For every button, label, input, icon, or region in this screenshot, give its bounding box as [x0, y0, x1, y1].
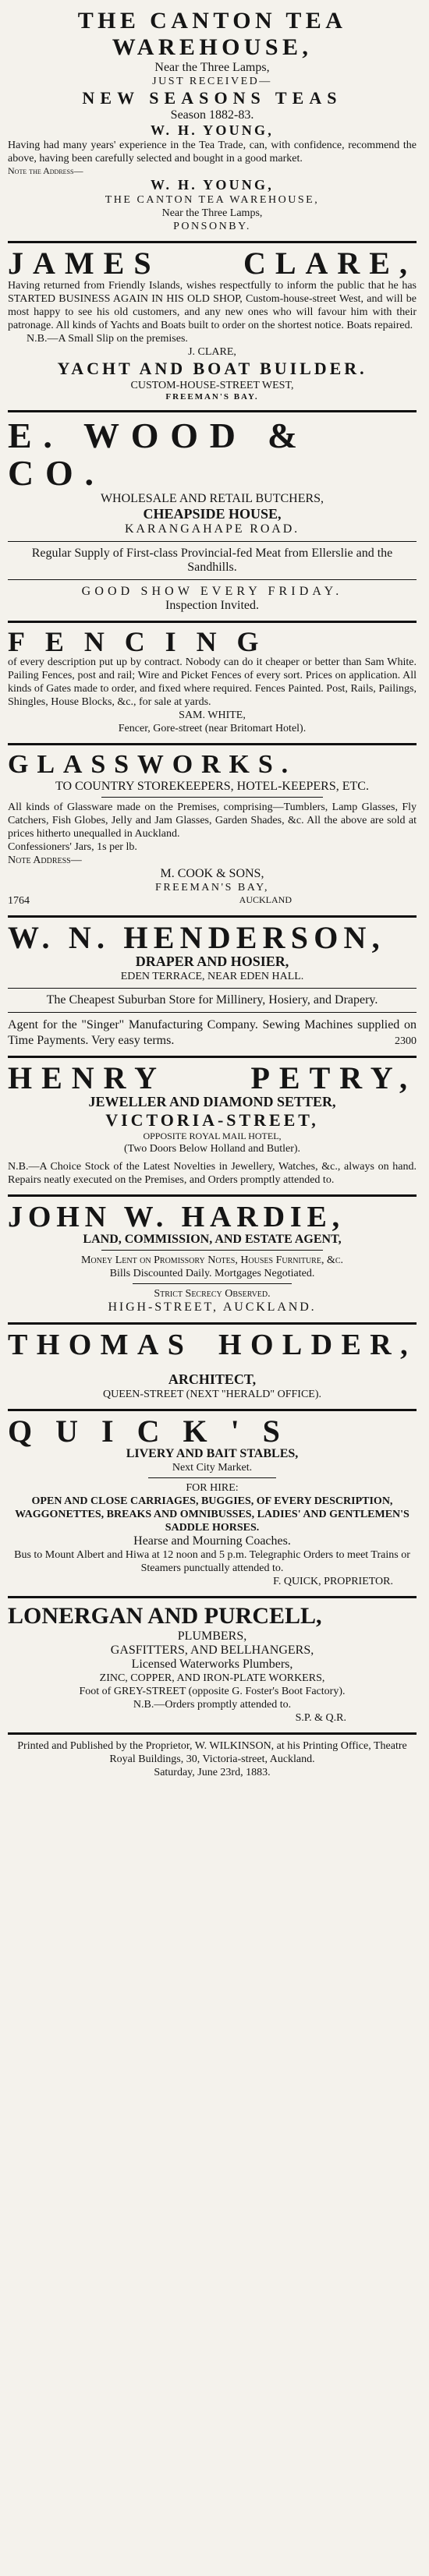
- glass-town: AUCKLAND: [239, 894, 292, 905]
- clare-ad: [8, 245, 417, 407]
- clare-trade: YACHT AND BOAT BUILDER.: [57, 359, 367, 378]
- lonergan-nb: N.B.—Orders promptly attended to.: [133, 1699, 292, 1711]
- henderson-subtitle: DRAPER AND HOSIER,: [135, 954, 289, 969]
- wood-invite: Inspection Invited.: [165, 599, 259, 612]
- glassworks-ad: [8, 747, 417, 912]
- hardie-secrecy: Strict Secrecy Observed.: [154, 1288, 271, 1300]
- quick-next: Next City Market.: [172, 1462, 253, 1474]
- fencing-body: of every description put up by contract. Nobody can do it cheaper or better than Sam White. Pailing Fences, post and rail; Wire and Picket Fences of every sort. Prices on application. All kinds of Gates made to order, and fixed where required. Fences Painted. Post, Rails, Pailings, Shingles, House Blocks, &c., for sale at yards.: [8, 656, 417, 708]
- divider: [8, 915, 417, 918]
- canton-new-teas: NEW SEASONS TEAS: [82, 88, 342, 108]
- quick-bus: Bus to Mount Albert and Hiwa at 12 noon and 5 p.m. Telegraphic Orders to meet Trains or Steamers punctually attended to.: [14, 1549, 410, 1574]
- divider: [8, 410, 417, 412]
- divider: [148, 1477, 276, 1478]
- wood-body: Regular Supply of First-class Provincial-fed Meat from Ellerslie and the Sandhills.: [31, 547, 393, 574]
- hardie-street: HIGH-STREET, AUCKLAND.: [108, 1300, 317, 1314]
- hardie-money: Money Lent on Promissory Notes, Houses Furniture, &c.: [80, 1254, 344, 1266]
- glass-subtitle: TO COUNTRY STOREKEEPERS, HOTEL-KEEPERS, ETC.: [55, 780, 369, 793]
- clare-title-left: JAMES: [8, 246, 161, 281]
- glass-jars: Confessioners' Jars, 1s per lb.: [8, 841, 137, 853]
- holder-title-left: THOMAS: [8, 1329, 193, 1361]
- divider: [101, 1250, 323, 1251]
- glass-firm: M. COOK & SONS,: [160, 867, 264, 880]
- wood-show: GOOD SHOW EVERY FRIDAY.: [81, 585, 343, 598]
- lonergan-foot: Foot of GREY-STREET (opposite G. Foster's Boot Factory).: [79, 1686, 346, 1697]
- divider: [8, 241, 417, 243]
- fencing-signature: SAM. WHITE,: [179, 709, 246, 721]
- divider: [8, 988, 417, 989]
- divider: [101, 797, 323, 798]
- fencing-ad: [8, 625, 417, 740]
- divider: [8, 1409, 417, 1411]
- petry-street: VICTORIA-STREET,: [105, 1110, 319, 1130]
- henderson-body: The Cheapest Suburban Store for Millinery, Hosiery, and Drapery.: [46, 993, 378, 1007]
- canton-body: Having had many years' experience in the Tea Trade, can, with confidence, recommend the above, having been carefully selected and bought in a good market.: [8, 140, 417, 165]
- quick-body: OPEN AND CLOSE CARRIAGES, BUGGIES, OF EVERY DESCRIPTION, WAGGONETTES, BREAKS AND OMNIBUSSES, LADIES' AND GENTLEMEN'S SADDLE HORSES.: [15, 1495, 410, 1534]
- petry-nb: N.B.—A Choice Stock of the Latest Novelties in Jewellery, Watches, &c., always on hand. Repairs neatly executed on the Premises, and Orders promptly attended to.: [8, 1161, 417, 1186]
- henderson-title: W. N. HENDERSON,: [8, 920, 385, 955]
- lonergan-zinc: ZINC, COPPER, AND IRON-PLATE WORKERS,: [99, 1672, 325, 1684]
- glass-bay: FREEMAN'S BAY,: [155, 882, 269, 893]
- clare-body: Having returned from Friendly Islands, wishes respectfully to inform the public that he has STARTED BUSINESS AGAIN IN HIS OLD SHOP, Custom-house-street West, and will be most happy to see his old customers, and any new ones who will favour him with their patronage. All kinds of Yachts and Boats built to order on the shortest notice. Boats repaired.: [8, 280, 417, 331]
- canton-season: Season 1882-83.: [170, 108, 254, 122]
- holder-title-right: HOLDER,: [218, 1329, 417, 1361]
- divider: [8, 1194, 417, 1197]
- henderson-address: EDEN TERRACE, NEAR EDEN HALL.: [120, 971, 304, 982]
- imprint: [8, 1736, 417, 1784]
- petry-title-left: HENRY: [8, 1060, 167, 1095]
- canton-title: THE CANTON TEA WAREHOUSE,: [77, 8, 347, 60]
- clare-signature: J. CLARE,: [188, 346, 236, 358]
- glass-number: 1764: [8, 895, 30, 907]
- clare-street: CUSTOM-HOUSE-STREET WEST,: [130, 380, 294, 391]
- divider: [8, 743, 417, 745]
- holder-ad: [8, 1326, 417, 1406]
- canton-proprietor: W. H. YOUNG,: [150, 122, 275, 138]
- hardie-title: JOHN W. HARDIE,: [8, 1201, 346, 1233]
- quick-signature: F. QUICK, PROPRIETOR.: [273, 1576, 393, 1587]
- canton-location: Near the Three Lamps,: [154, 61, 270, 74]
- canton-address-shop: THE CANTON TEA WAREHOUSE,: [105, 194, 320, 206]
- divider: [8, 1056, 417, 1058]
- holder-address: QUEEN-STREET (NEXT "HERALD" OFFICE).: [102, 1389, 321, 1400]
- lonergan-signature: S.P. & Q.R.: [295, 1712, 346, 1724]
- divider: [8, 579, 417, 580]
- divider: [8, 1322, 417, 1325]
- lonergan-subtitle: PLUMBERS,: [177, 1629, 247, 1643]
- clare-title-right: CLARE,: [243, 246, 417, 281]
- canton-tea-ad: [8, 5, 417, 238]
- henderson-number: 2300: [395, 1035, 417, 1047]
- imprint-text: Printed and Published by the Proprietor, W. WILKINSON, at his Printing Office, Theatre Royal Buildings, 30, Victoria-street, Auckland.: [17, 1740, 407, 1765]
- petry-title-right: PETRY,: [250, 1060, 417, 1095]
- hardie-bills: Bills Discounted Daily. Mortgages Negotiated.: [109, 1268, 315, 1279]
- henderson-agent: Agent for the "Singer" Manufacturing Company. Sewing Machines supplied on Time Payments. Very easy terms.: [8, 1018, 417, 1047]
- quick-hearse: Hearse and Mourning Coaches.: [133, 1534, 291, 1548]
- lonergan-water: Licensed Waterworks Plumbers,: [131, 1658, 293, 1671]
- divider: [8, 621, 417, 623]
- glass-body: All kinds of Glassware made on the Premises, comprising—Tumblers, Lamp Glasses, Fly Catchers, Fish Globes, Jelly and Jam Glasses, Garden Shades, &c. All the above are sold at prices hitherto unequalled in Auckland.: [8, 801, 417, 840]
- divider: [8, 1012, 417, 1013]
- canton-address-location: Near the Three Lamps,: [161, 207, 263, 219]
- wood-road: KARANGAHAPE ROAD.: [124, 522, 300, 536]
- petry-ad: [8, 1060, 417, 1191]
- quick-subtitle: LIVERY AND BAIT STABLES,: [126, 1447, 299, 1460]
- fencing-title: FENCING: [8, 626, 279, 657]
- petry-subtitle: JEWELLER AND DIAMOND SETTER,: [88, 1094, 336, 1109]
- henderson-ad: [8, 919, 417, 1053]
- wood-ad: [8, 414, 417, 617]
- hardie-ad: [8, 1198, 417, 1319]
- divider: [133, 1283, 292, 1284]
- glass-note: Note Address—: [8, 855, 82, 866]
- wood-house: CHEAPSIDE HOUSE,: [143, 506, 282, 522]
- petry-doors: (Two Doors Below Holland and Butler).: [123, 1143, 301, 1155]
- divider: [8, 1732, 417, 1735]
- lonergan-gasfitters: GASFITTERS, AND BELLHANGERS,: [110, 1644, 314, 1657]
- glass-title: GLASSWORKS.: [8, 750, 297, 779]
- clare-bay: FREEMAN'S BAY.: [165, 392, 259, 402]
- quick-ad: [8, 1413, 417, 1593]
- holder-trade: ARCHITECT,: [168, 1371, 257, 1387]
- newspaper-ad-column: [8, 0, 417, 1784]
- divider: [8, 1596, 417, 1598]
- canton-address-name: W. H. YOUNG,: [150, 177, 275, 193]
- lonergan-ad: [8, 1600, 417, 1729]
- clare-nb: N.B.—A Small Slip on the premises.: [27, 333, 188, 345]
- wood-title: E. WOOD & CO.: [8, 416, 309, 493]
- divider: [8, 541, 417, 542]
- canton-note: Note the Address—: [8, 165, 83, 176]
- wood-subtitle: WHOLESALE AND RETAIL BUTCHERS,: [100, 492, 324, 505]
- lonergan-title: LONERGAN AND PURCELL,: [8, 1603, 322, 1629]
- quick-title: QUICK'S: [8, 1414, 303, 1449]
- petry-opposite: OPPOSITE ROYAL MAIL HOTEL,: [143, 1131, 282, 1141]
- canton-address-town: PONSONBY.: [173, 221, 251, 232]
- canton-just-received: JUST RECEIVED—: [152, 76, 272, 87]
- hardie-subtitle: LAND, COMMISSION, AND ESTATE AGENT,: [83, 1233, 342, 1246]
- imprint-date: Saturday, June 23rd, 1883.: [154, 1767, 271, 1778]
- fencing-address: Fencer, Gore-street (near Britomart Hotel).: [118, 723, 307, 734]
- quick-hire: FOR HIRE:: [186, 1482, 239, 1494]
